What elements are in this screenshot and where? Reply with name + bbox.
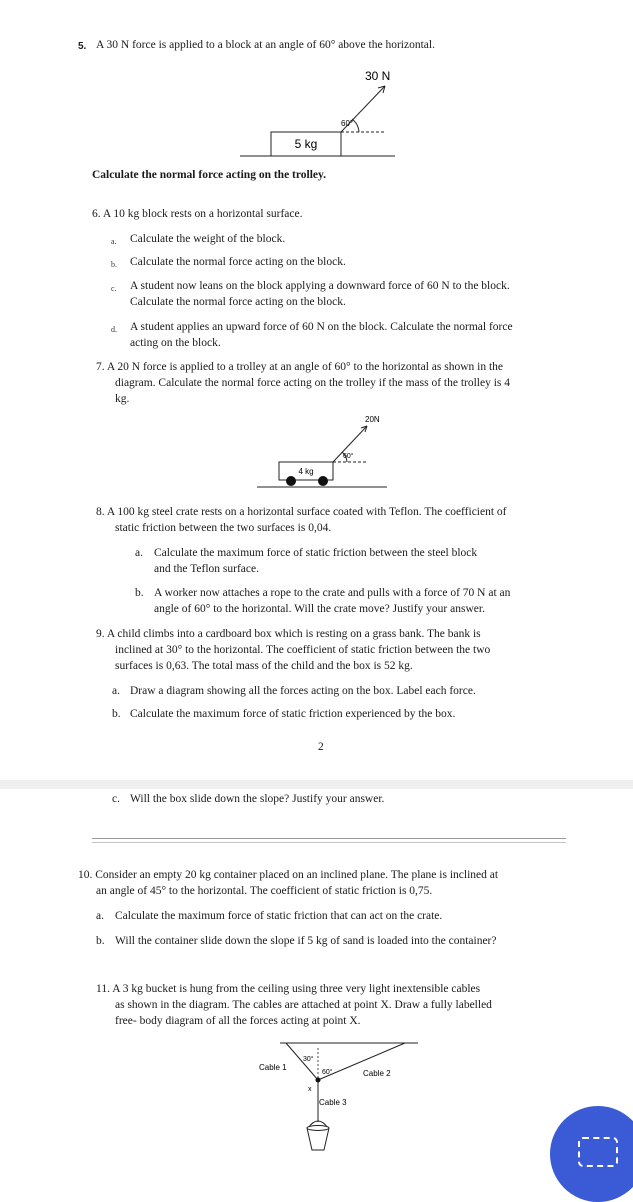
q5-number: 5. [78,41,87,52]
q10-line1: 10. Consider an empty 20 kg container placed on an inclined plane. The plane is inclined at [78,869,499,881]
q9-part-a-letter: a. [112,685,120,697]
bucket-rim [307,1126,329,1131]
q9-line3: surfaces is 0,63. The total mass of the child and the box is 52 kg. [115,660,413,672]
q6-part-c-line1: A student now leans on the block applying a downward force of 60 N to the block. [130,280,510,292]
q8-part-b-line2: angle of 60° to the horizontal. Will the crate move? Justify your answer. [154,603,485,615]
q7-line2: diagram. Calculate the normal force acting on the trolley if the mass of the trolley is 4 [115,377,511,389]
angle-label: 60° [343,453,354,460]
q7-line1: 7. A 20 N force is applied to a trolley at an angle of 60° to the horizontal as shown in the [96,361,504,373]
mass-label: 4 kg [298,467,314,476]
q5-force-diagram [235,60,405,165]
q9-part-c-letter: c. [112,793,120,805]
q9-line1: 9. A child climbs into a cardboard box which is resting on a grass bank. The bank is [96,628,481,640]
q7-trolley-diagram [255,410,395,490]
scan-icon[interactable] [578,1137,618,1167]
q6-part-c-letter: c. [111,284,117,293]
q8-part-a-line1: Calculate the maximum force of static friction between the steel block [154,547,478,559]
q8-part-b-line1: A worker now attaches a rope to the crate and pulls with a force of 70 N at an [154,587,511,599]
q11-line2: as shown in the diagram. The cables are attached at point X. Draw a fully labelled [115,999,492,1011]
q9-part-b-letter: b. [112,708,121,720]
wheel-left [286,476,296,486]
point-x [316,1078,321,1083]
q11-line1: 11. A 3 kg bucket is hung from the ceiling using three very light inextensible cables [96,983,481,995]
point-x-label: x [308,1086,312,1093]
q8-part-b-letter: b. [135,587,144,599]
q6-text: 6. A 10 kg block rests on a horizontal surface. [92,208,303,220]
cable-2-label: Cable 2 [363,1069,391,1078]
q10-part-b-letter: b. [96,935,105,947]
force-label: 20N [365,415,380,424]
q9-part-c: Will the box slide down the slope? Justify your answer. [130,793,385,805]
separator-line-top [92,838,566,839]
q10-line2: an angle of 45° to the horizontal. The coefficient of static friction is 0,75. [96,885,433,897]
page-break [0,780,633,789]
mass-label: 5 kg [294,137,318,151]
separator-line-bottom [92,842,566,843]
q6-part-c-line2: Calculate the normal force acting on the block. [130,296,346,308]
cable-1-label: Cable 1 [259,1063,287,1072]
q5-text: A 30 N force is applied to a block at an angle of 60° above the horizontal. [96,39,435,51]
q8-part-a-letter: a. [135,547,143,559]
angle-1-label: 30° [303,1056,314,1063]
q10-part-b: Will the container slide down the slope if 5 kg of sand is loaded into the container? [115,935,497,947]
q6-part-d-line1: A student applies an upward force of 60 N on the block. Calculate the normal force [130,321,513,333]
q8-part-a-line2: and the Teflon surface. [154,563,259,575]
q5-prompt: Calculate the normal force acting on the trolley. [92,169,327,181]
angle-2-label: 60° [322,1069,333,1076]
q6-part-a-letter: a. [111,237,117,246]
q10-part-a: Calculate the maximum force of static friction that can act on the crate. [115,910,443,922]
q6-part-a: Calculate the weight of the block. [130,233,286,245]
q6-part-d-line2: acting on the block. [130,337,221,349]
q9-line2: inclined at 30° to the horizontal. The coefficient of static friction between the two [115,644,491,656]
q11-bucket-diagram [250,1038,430,1157]
angle-label: 60° [341,119,354,128]
q10-part-a-letter: a. [96,910,104,922]
q6-part-d-letter: d. [111,325,117,334]
page-number: 2 [318,741,324,753]
wheel-right [318,476,328,486]
q6-part-b: Calculate the normal force acting on the block. [130,256,346,268]
q9-part-a: Draw a diagram showing all the forces acting on the box. Label each force. [130,685,476,697]
force-label: 30 N [365,69,391,83]
q6-part-b-letter: b. [111,260,117,269]
q8-line2: static friction between the two surfaces is 0,04. [115,522,332,534]
q8-line1: 8. A 100 kg steel crate rests on a horizontal surface coated with Teflon. The coefficient of [96,506,507,518]
q9-part-b: Calculate the maximum force of static friction experienced by the box. [130,708,456,720]
bucket [307,1128,329,1150]
q11-line3: free- body diagram of all the forces acting at point X. [115,1015,361,1027]
q7-line3: kg. [115,393,130,405]
cable-3-label: Cable 3 [319,1098,347,1107]
